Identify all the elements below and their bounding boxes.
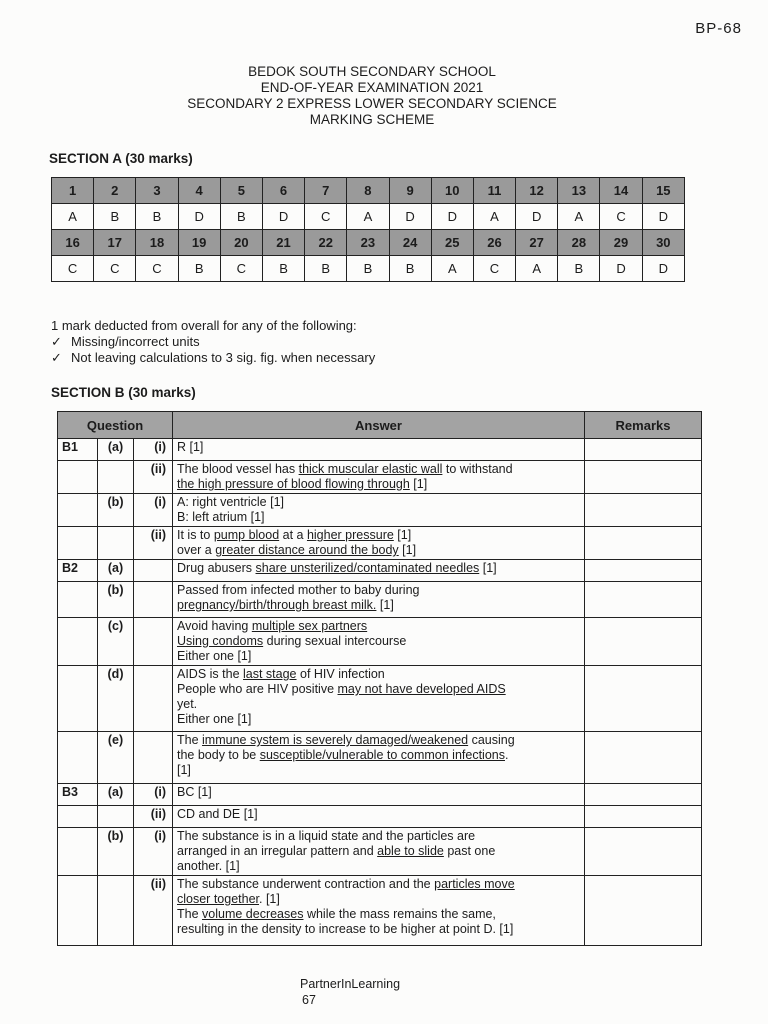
answer-cell: A: [431, 256, 473, 282]
answer-cell: [173, 806, 585, 828]
question-number: [58, 618, 98, 666]
answer-cell: [173, 876, 585, 946]
question-subpart: [134, 582, 173, 618]
question-number: B1: [58, 439, 98, 461]
answer-line: resulting in the density to increase to be higher at point D. [1]: [177, 922, 514, 936]
section-b-answer-table: [57, 411, 702, 946]
question-part: (a): [98, 560, 134, 582]
remarks-header: Remarks: [585, 412, 702, 439]
exam-name: END-OF-YEAR EXAMINATION 2021: [260, 80, 484, 95]
answer-line: Avoid having multiple sex partners: [177, 619, 368, 633]
answer-cell: C: [473, 256, 515, 282]
answer-line: Either one [1]: [177, 712, 252, 726]
question-number-cell: 23: [347, 230, 389, 256]
table-row: [58, 618, 702, 666]
answer-line: The substance underwent contraction and the particles move: [177, 877, 515, 891]
question-subpart: [134, 618, 173, 666]
answer-cell: [173, 494, 585, 527]
table-row: [58, 527, 702, 560]
question-number: [58, 582, 98, 618]
question-header: Question: [58, 412, 173, 439]
answer-cell: [173, 666, 585, 732]
answer-line: arranged in an irregular pattern and able to slide past one: [177, 844, 496, 858]
answer-header: Answer: [173, 412, 585, 439]
answer-cell: C: [220, 256, 262, 282]
question-number: [58, 461, 98, 494]
document-header: [0, 64, 744, 128]
subject-name: SECONDARY 2 EXPRESS LOWER SECONDARY SCIENCE: [187, 96, 557, 111]
table-row: [58, 784, 702, 806]
remarks-cell: [585, 582, 702, 618]
answer-cell: [173, 527, 585, 560]
question-number-cell: 22: [305, 230, 347, 256]
answer-cell: C: [305, 204, 347, 230]
question-number-cell: 4: [178, 178, 220, 204]
question-part: [98, 876, 134, 946]
question-number-cell: 2: [94, 178, 136, 204]
remarks-cell: [585, 560, 702, 582]
question-number-cell: 29: [600, 230, 642, 256]
question-subpart: (i): [134, 784, 173, 806]
answer-line: CD and DE [1]: [177, 807, 258, 821]
question-subpart: [134, 732, 173, 784]
answer-line: another. [1]: [177, 859, 240, 873]
answer-cell: C: [136, 256, 178, 282]
question-number-cell: 17: [94, 230, 136, 256]
answer-cell: D: [600, 256, 642, 282]
answer-cell: B: [262, 256, 304, 282]
question-number-cell: 21: [262, 230, 304, 256]
table-row: [58, 828, 702, 876]
question-subpart: (ii): [134, 527, 173, 560]
table-row: [58, 461, 702, 494]
answer-line: BC [1]: [177, 785, 212, 799]
answer-cell: A: [558, 204, 600, 230]
remarks-cell: [585, 806, 702, 828]
answer-line: People who are HIV positive may not have developed AIDS: [177, 682, 506, 696]
school-name: BEDOK SOUTH SECONDARY SCHOOL: [248, 64, 496, 79]
question-number-cell: 6: [262, 178, 304, 204]
deduction-item: ✓ Missing/incorrect units: [51, 334, 200, 349]
question-number-cell: 12: [516, 178, 558, 204]
answer-line: the body to be susceptible/vulnerable to common infections.: [177, 748, 509, 762]
question-part: (a): [98, 439, 134, 461]
table-row: [58, 494, 702, 527]
answer-line: [1]: [177, 763, 191, 777]
footer-brand: PartnerInLearning: [300, 977, 401, 991]
answer-cell: B: [178, 256, 220, 282]
deduction-notes: [51, 318, 375, 366]
question-number-cell: 19: [178, 230, 220, 256]
question-number: B2: [58, 560, 98, 582]
remarks-cell: [585, 666, 702, 732]
question-number-cell: 1: [52, 178, 94, 204]
question-number: [58, 666, 98, 732]
answer-cell: A: [473, 204, 515, 230]
question-subpart: (i): [134, 828, 173, 876]
answer-cell: [173, 828, 585, 876]
answer-cell: [173, 784, 585, 806]
answer-line: The immune system is severely damaged/weakened causing: [177, 733, 515, 747]
answer-cell: D: [389, 204, 431, 230]
question-part: (d): [98, 666, 134, 732]
answer-cell: [173, 461, 585, 494]
check-icon: ✓: [51, 334, 62, 349]
remarks-cell: [585, 527, 702, 560]
check-icon: ✓: [51, 350, 62, 365]
table-row: [58, 876, 702, 946]
document-title: MARKING SCHEME: [309, 112, 435, 127]
question-number-cell: 13: [558, 178, 600, 204]
question-number-cell: 16: [52, 230, 94, 256]
page-number: 67: [302, 993, 316, 1007]
answer-line: Using condoms during sexual intercourse: [177, 634, 407, 648]
question-number: B3: [58, 784, 98, 806]
question-number: [58, 494, 98, 527]
question-part: (c): [98, 618, 134, 666]
answer-cell: B: [305, 256, 347, 282]
question-number: [58, 876, 98, 946]
question-number-cell: 10: [431, 178, 473, 204]
question-number-cell: 14: [600, 178, 642, 204]
deduction-intro: 1 mark deducted from overall for any of the following:: [51, 318, 357, 333]
answer-cell: B: [94, 204, 136, 230]
section-a-title: SECTION A (30 marks): [49, 151, 193, 166]
question-number: [58, 527, 98, 560]
question-part: (b): [98, 494, 134, 527]
answer-line: The blood vessel has thick muscular elastic wall to withstand: [177, 462, 513, 476]
question-part: (b): [98, 582, 134, 618]
answer-cell: [173, 439, 585, 461]
question-number-cell: 9: [389, 178, 431, 204]
question-number-cell: 25: [431, 230, 473, 256]
answer-line: the high pressure of blood flowing through [1]: [177, 477, 428, 491]
answer-line: Either one [1]: [177, 649, 252, 663]
table-row: [58, 732, 702, 784]
remarks-cell: [585, 494, 702, 527]
answer-line: pregnancy/birth/through breast milk. [1]: [177, 598, 394, 612]
question-number: [58, 828, 98, 876]
answer-cell: A: [52, 204, 94, 230]
table-row: [58, 582, 702, 618]
question-number-cell: 7: [305, 178, 347, 204]
question-part: [98, 806, 134, 828]
answer-cell: A: [347, 204, 389, 230]
answer-cell: C: [94, 256, 136, 282]
remarks-cell: [585, 784, 702, 806]
question-number: [58, 732, 98, 784]
remarks-cell: [585, 439, 702, 461]
page-footer: [300, 976, 400, 1008]
answer-cell: [173, 582, 585, 618]
answer-line: It is to pump blood at a higher pressure [1]: [177, 528, 412, 542]
document-code: BP-68: [695, 20, 742, 37]
answer-cell: B: [220, 204, 262, 230]
answer-cell: D: [642, 256, 684, 282]
answer-cell: C: [52, 256, 94, 282]
question-number-cell: 30: [642, 230, 684, 256]
answer-cell: B: [558, 256, 600, 282]
table-row: [58, 439, 702, 461]
question-number-cell: 18: [136, 230, 178, 256]
remarks-cell: [585, 732, 702, 784]
answer-line: over a greater distance around the body [1]: [177, 543, 417, 557]
answer-cell: D: [262, 204, 304, 230]
deduction-item: ✓ Not leaving calculations to 3 sig. fig. when necessary: [51, 350, 376, 365]
question-number-cell: 27: [516, 230, 558, 256]
remarks-cell: [585, 876, 702, 946]
question-subpart: (i): [134, 494, 173, 527]
answer-cell: [173, 732, 585, 784]
question-part: [98, 527, 134, 560]
question-number-cell: 11: [473, 178, 515, 204]
answer-line: Drug abusers share unsterilized/contaminated needles [1]: [177, 561, 497, 575]
question-part: (b): [98, 828, 134, 876]
question-subpart: (i): [134, 439, 173, 461]
answer-line: closer together. [1]: [177, 892, 280, 906]
answer-line: B: left atrium [1]: [177, 510, 265, 524]
question-number-cell: 24: [389, 230, 431, 256]
question-number-cell: 26: [473, 230, 515, 256]
section-b-title: SECTION B (30 marks): [51, 385, 196, 400]
table-row: [58, 560, 702, 582]
question-subpart: (ii): [134, 876, 173, 946]
question-part: (e): [98, 732, 134, 784]
question-number-cell: 8: [347, 178, 389, 204]
answer-line: Passed from infected mother to baby during: [177, 583, 420, 597]
question-number-cell: 5: [220, 178, 262, 204]
question-number-cell: 15: [642, 178, 684, 204]
question-subpart: (ii): [134, 461, 173, 494]
table-row: [58, 666, 702, 732]
question-number-cell: 20: [220, 230, 262, 256]
section-a-answer-table: [51, 177, 685, 282]
answer-cell: D: [178, 204, 220, 230]
answer-line: AIDS is the last stage of HIV infection: [177, 667, 385, 681]
answer-line: The volume decreases while the mass remains the same,: [177, 907, 496, 921]
question-part: [98, 461, 134, 494]
question-subpart: [134, 666, 173, 732]
answer-cell: B: [389, 256, 431, 282]
answer-cell: B: [347, 256, 389, 282]
question-part: (a): [98, 784, 134, 806]
remarks-cell: [585, 828, 702, 876]
answer-line: yet.: [177, 697, 198, 711]
question-subpart: [134, 560, 173, 582]
answer-cell: C: [600, 204, 642, 230]
question-number-cell: 28: [558, 230, 600, 256]
answer-cell: D: [431, 204, 473, 230]
answer-line: R [1]: [177, 440, 204, 454]
remarks-cell: [585, 461, 702, 494]
answer-cell: D: [516, 204, 558, 230]
answer-line: A: right ventricle [1]: [177, 495, 284, 509]
question-number: [58, 806, 98, 828]
question-number-cell: 3: [136, 178, 178, 204]
answer-cell: [173, 560, 585, 582]
question-subpart: (ii): [134, 806, 173, 828]
answer-line: The substance is in a liquid state and the particles are: [177, 829, 476, 843]
answer-cell: B: [136, 204, 178, 230]
remarks-cell: [585, 618, 702, 666]
answer-cell: [173, 618, 585, 666]
table-row: [58, 806, 702, 828]
answer-cell: A: [516, 256, 558, 282]
answer-cell: D: [642, 204, 684, 230]
